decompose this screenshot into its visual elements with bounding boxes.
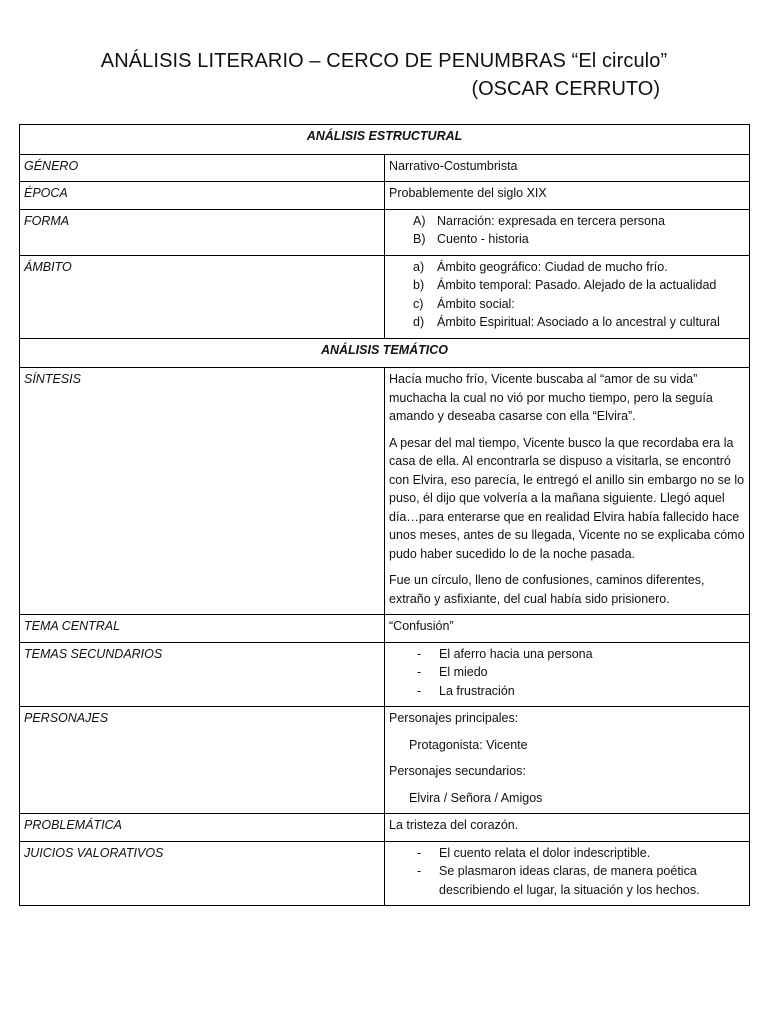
table-row	[20, 841, 750, 906]
sintesis-paragraph: A pesar del mal tiempo, Vicente busco la que recordaba era la casa de ella. Al encontrarla se dispuso a visitarla, se encontró con Elvira, eso parecía, le entregó el anillo sin embargo no se lo puso, él dijo que volvería a la mañana siguiente. Llegó aquel día…para enterarse que en realidad Elvira había fallecido hace unos meses, antes de su llegada, Vicente no se explicaba cómo pudo haber sucedido lo de la noche pasada.	[389, 435, 745, 561]
list-item: a) Ámbito geográfico: Ciudad de mucho frío.	[413, 259, 668, 274]
table-row	[20, 368, 750, 615]
sintesis-paragraph: Fue un círculo, lleno de confusiones, caminos diferentes, extraño y asfixiante, del cual había sido prisionero.	[389, 573, 705, 606]
row-label-forma: FORMA	[20, 209, 385, 255]
list-item: A) Narración: expresada en tercera persona	[413, 213, 665, 228]
document-title: ANÁLISIS LITERARIO – CERCO DE PENUMBRAS “El circulo”	[100, 50, 668, 72]
table-row	[20, 209, 750, 255]
section-header-row	[20, 125, 750, 155]
row-label-ambito: ÁMBITO	[20, 255, 385, 338]
row-value-epoca: Probablemente del siglo XIX	[385, 182, 750, 210]
forma-list	[389, 212, 745, 249]
table-row	[20, 615, 750, 643]
juicios-list	[389, 844, 745, 900]
list-item: - El cuento relata el dolor indescriptible.	[417, 845, 651, 860]
ambito-list	[389, 258, 745, 332]
document-author: (OSCAR CERRUTO)	[471, 78, 660, 100]
row-label-temas-secundarios: TEMAS SECUNDARIOS	[20, 642, 385, 707]
row-value-forma	[385, 209, 750, 255]
row-value-problematica: La tristeza del corazón.	[385, 814, 750, 842]
analysis-table	[19, 124, 750, 906]
table-row	[20, 154, 750, 182]
list-item: b) Ámbito temporal: Pasado. Alejado de la actualidad	[413, 278, 717, 292]
row-label-tema-central: TEMA CENTRAL	[20, 615, 385, 643]
list-item: - La frustración	[417, 683, 515, 698]
row-value-temas-secundarios	[385, 642, 750, 707]
list-item: - El aferro hacia una persona	[417, 646, 593, 661]
row-label-genero: GÉNERO	[20, 154, 385, 182]
row-label-personajes: PERSONAJES	[20, 707, 385, 814]
row-value-personajes	[385, 707, 750, 814]
list-item: - Se plasmaron ideas claras, de manera poética describiendo el lugar, la situación y los hechos.	[417, 864, 700, 897]
personajes-principales-label: Personajes principales:	[389, 711, 519, 725]
personajes-secundarios-label: Personajes secundarios:	[389, 764, 526, 778]
row-label-epoca: ÉPOCA	[20, 182, 385, 210]
personajes-principales: Protagonista: Vicente	[409, 737, 528, 752]
table-row	[20, 707, 750, 814]
table-row	[20, 642, 750, 707]
list-item: d) Ámbito Espiritual: Asociado a lo ancestral y cultural	[413, 315, 720, 329]
section-estructural: ANÁLISIS ESTRUCTURAL	[20, 125, 750, 155]
table-row	[20, 255, 750, 338]
sintesis-paragraph: Hacía mucho frío, Vicente buscaba al “amor de su vida” muchacha la cual no vió por mucho tiempo, pero la seguía amando y deseaba casarse con ella “Elvira”.	[389, 372, 713, 423]
table-row	[20, 182, 750, 210]
list-item: B) Cuento - historia	[413, 232, 529, 246]
table-row	[20, 814, 750, 842]
list-item: - El miedo	[417, 665, 488, 679]
section-tematico: ANÁLISIS TEMÁTICO	[20, 338, 750, 368]
list-item: c) Ámbito social:	[413, 296, 515, 311]
row-value-juicios	[385, 841, 750, 906]
row-value-genero: Narrativo-Costumbrista	[385, 154, 750, 182]
row-value-sintesis	[385, 368, 750, 615]
row-label-problematica: PROBLEMÁTICA	[20, 814, 385, 842]
row-value-ambito	[385, 255, 750, 338]
row-label-sintesis: SÍNTESIS	[20, 368, 385, 615]
section-header-row	[20, 338, 750, 368]
temas-list	[389, 645, 745, 701]
row-value-tema-central: “Confusión”	[385, 615, 750, 643]
row-label-juicios: JUICIOS VALORATIVOS	[20, 841, 385, 906]
personajes-secundarios: Elvira / Señora / Amigos	[409, 790, 543, 805]
